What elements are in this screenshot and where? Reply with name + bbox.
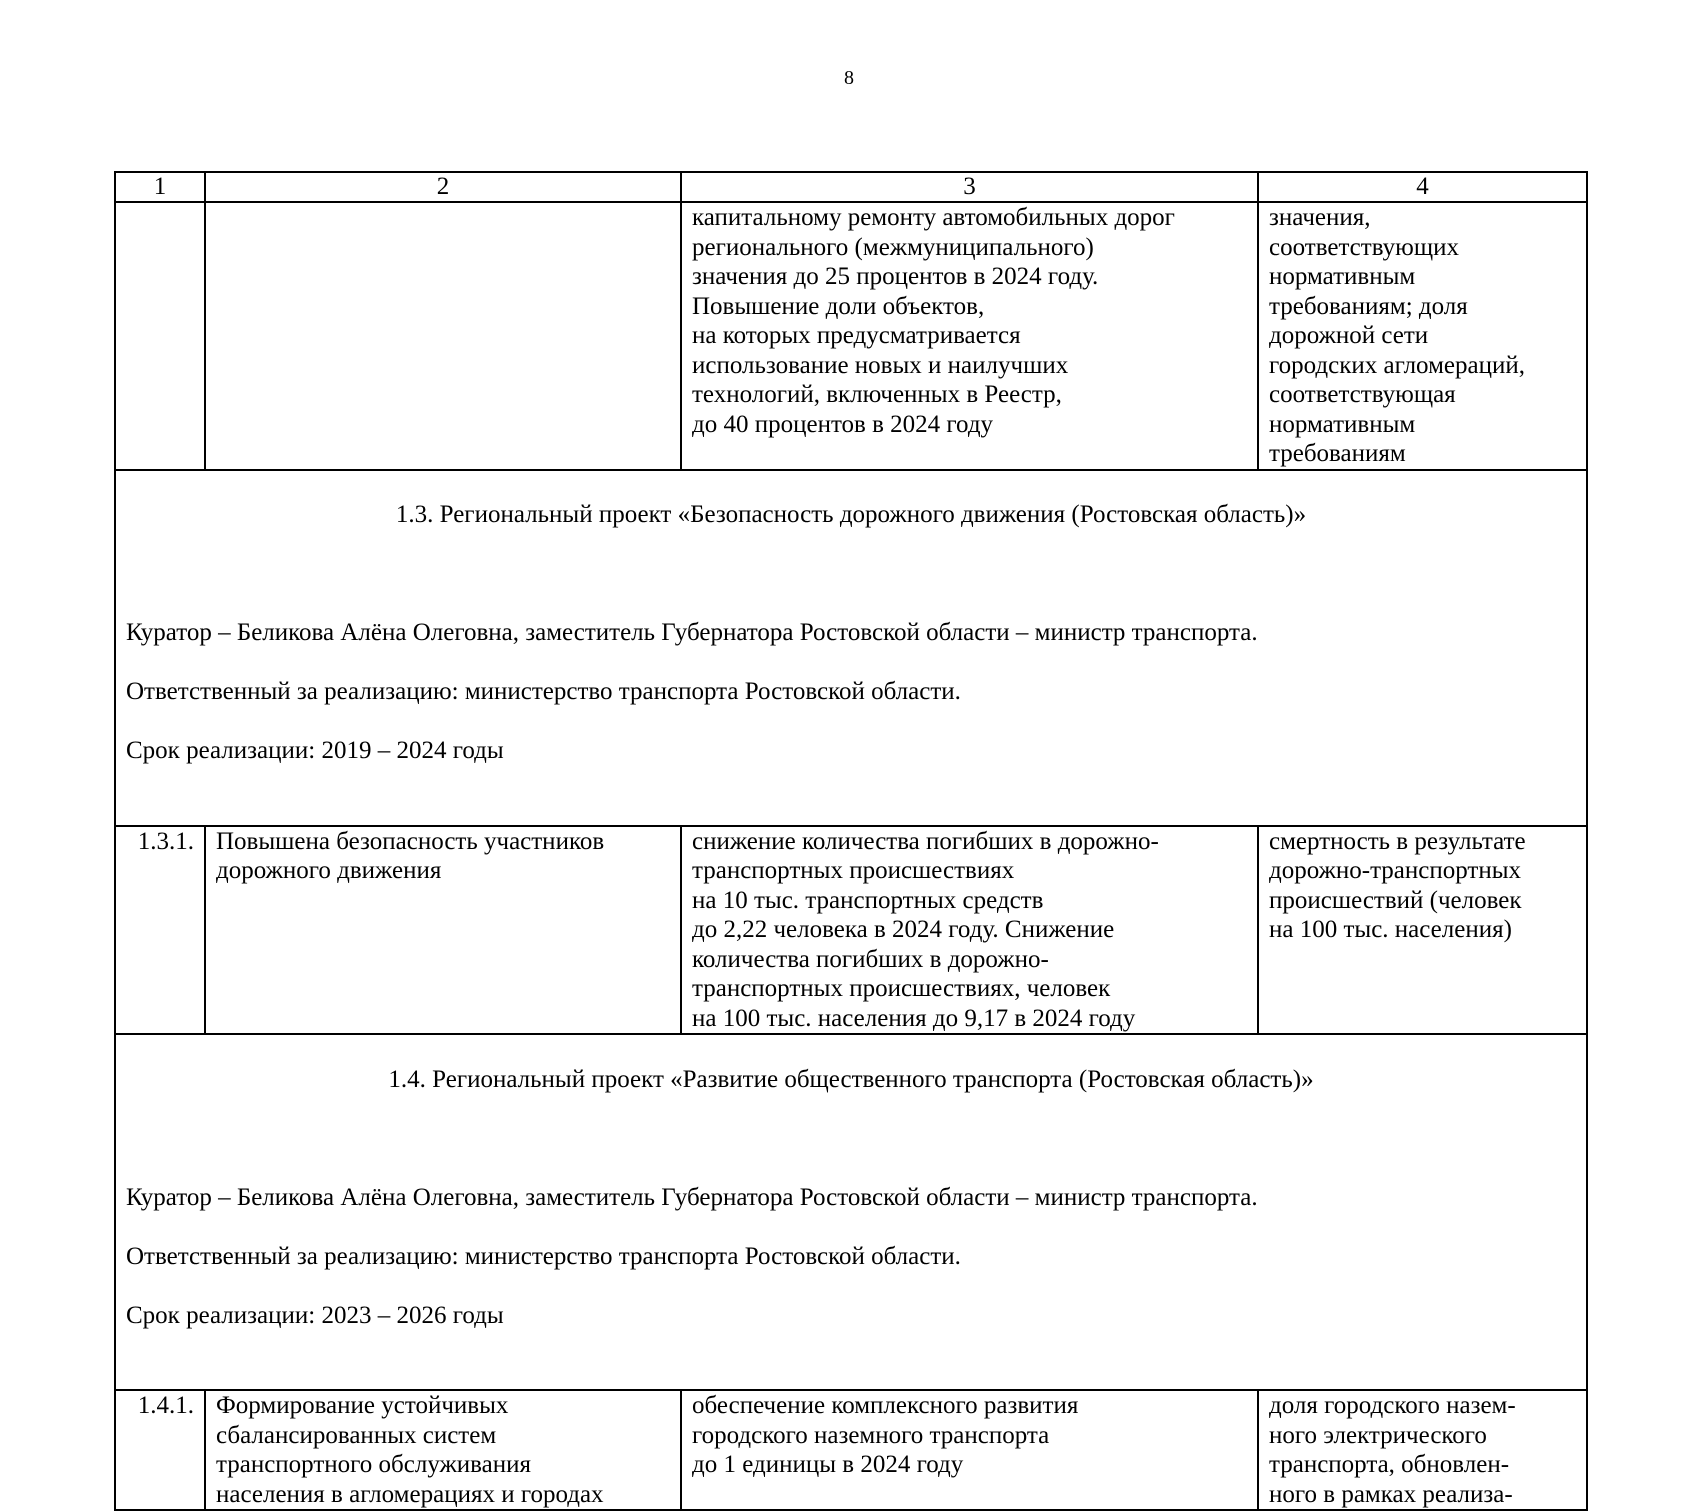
section-1-3-term: Срок реализации: 2019 – 2024 годы: [126, 737, 504, 764]
section-1-4-title: 1.4. Региональный проект «Развитие общественного транспорта (Ростовская область)»: [388, 1065, 1314, 1093]
column-number-1: 1: [115, 172, 205, 202]
section-1-3-responsible: Ответственный за реализацию: министерство транспорта Ростовской области.: [126, 678, 961, 705]
continuation-row: [115, 202, 1587, 470]
continuation-num-cell: [115, 202, 205, 470]
section-1-4-cell: [115, 1034, 1587, 1390]
row-1-3-1-indicator: смертность в результате дорожно-транспортных происшествий (человек на 100 тыс. населения): [1258, 826, 1587, 1035]
row-1-4-1-task: Формирование устойчивых сбалансированных систем транспортного обслуживания населения в агломерациях и городах: [205, 1390, 681, 1510]
row-1-4-1-indicator: доля городского назем- ного электрического транспорта, обновлен- ного в рамках реализа-: [1258, 1390, 1587, 1510]
row-1-3-1-result: снижение количества погибших в дорожно- транспортных происшествиях на 10 тыс. транспортных средств до 2,22 человека в 2024 году. Снижение количества погибших в дорожно- транспортных происшествиях, человек на 100 тыс. населения до 9,17 в 2024 году: [681, 826, 1258, 1035]
column-number-row: [115, 172, 1587, 202]
column-number-4: 4: [1258, 172, 1587, 202]
measures-table: [114, 171, 1588, 1511]
row-1-4-1-result: обеспечение комплексного развития городского наземного транспорта до 1 единицы в 2024 году: [681, 1390, 1258, 1510]
row-1-3-1-task: Повышена безопасность участников дорожного движения: [205, 826, 681, 1035]
section-1-4-responsible: Ответственный за реализацию: министерство транспорта Ростовской области.: [126, 1242, 961, 1270]
section-1-3-row: [115, 470, 1587, 826]
row-1-4-1: [115, 1390, 1587, 1510]
section-1-3-curator: Куратор – Беликова Алёна Олеговна, заместитель Губернатора Ростовской области – министр транспорта.: [126, 619, 1258, 646]
section-1-4-curator: Куратор – Беликова Алёна Олеговна, заместитель Губернатора Ростовской области – министр транспорта.: [126, 1183, 1258, 1211]
section-1-3-cell: [115, 470, 1587, 826]
page-number: 8: [844, 67, 854, 89]
section-1-3-title: 1.3. Региональный проект «Безопасность дорожного движения (Ростовская область)»: [395, 501, 1307, 528]
continuation-result-cell: капитальному ремонту автомобильных дорог регионального (межмуниципального) значения до 25 процентов в 2024 году. Повышение доли объектов, на которых предусматривается использование новых и наилучших технологий, включенных в Реестр, до 40 процентов в 2024 году: [681, 202, 1258, 470]
continuation-indicator-cell: значения, соответствующих нормативным требованиям; доля дорожной сети городских агломераций, соответствующая нормативным требованиям: [1258, 202, 1587, 470]
section-1-4-row: [115, 1034, 1587, 1390]
row-1-4-1-num: 1.4.1.: [115, 1390, 205, 1510]
row-1-3-1-num: 1.3.1.: [115, 826, 205, 1035]
column-number-2: 2: [205, 172, 681, 202]
continuation-task-cell: [205, 202, 681, 470]
section-1-4-term: Срок реализации: 2023 – 2026 годы: [126, 1301, 504, 1329]
column-number-3: 3: [681, 172, 1258, 202]
row-1-3-1: [115, 826, 1587, 1035]
